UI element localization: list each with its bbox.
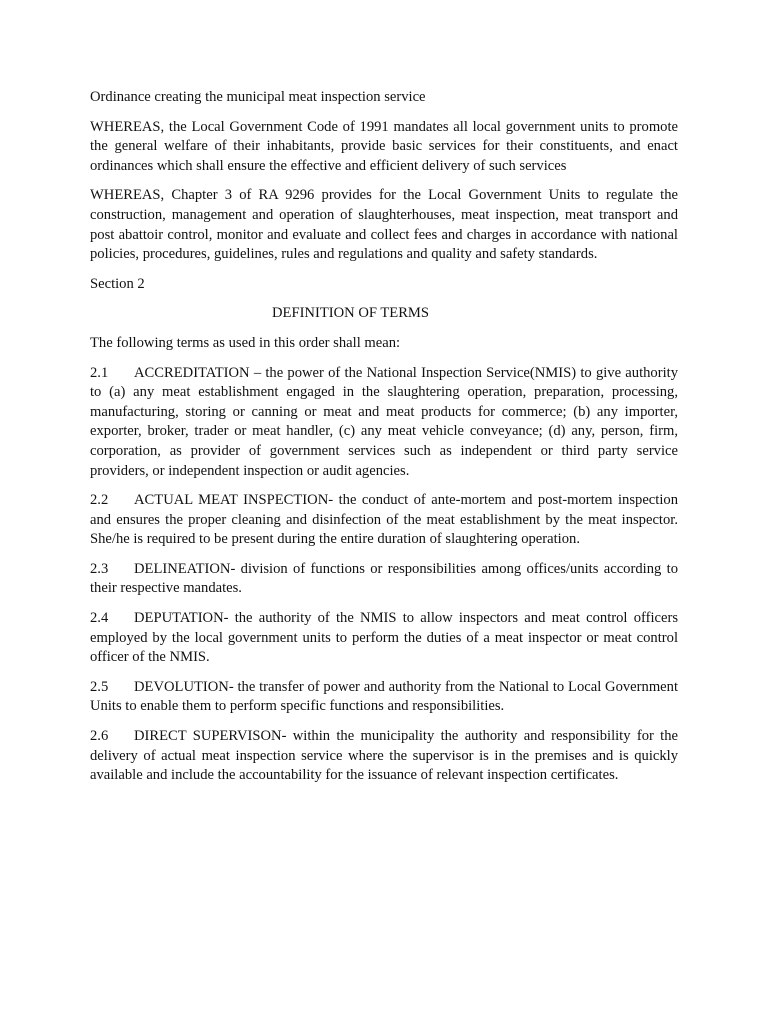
term-number: 2.4 [90,610,109,627]
term-text: DIRECT SUPERVISON- within the municipality the authority and responsibility for the delivery of actual meat inspection service where the supervisor is in the premises and is quickly available and include the accountability for the issuance of relevant inspection certificates. [90,728,678,784]
term-number: 2.6 [90,728,109,745]
term-number: 2.2 [90,492,109,509]
term-number: 2.5 [90,678,109,695]
term-text: DEVOLUTION- the transfer of power and authority from the National to Local Government Units to enable them to perform specific functions and responsibilities. [90,678,678,715]
document-page [90,88,678,796]
term-actual-meat-inspection [90,491,678,550]
term-text: DEPUTATION- the authority of the NMIS to allow inspectors and meat control officers employed by the local government units to perform the duties of a meat inspector or meat control officer of the NMIS. [90,610,678,666]
term-text: ACCREDITATION – the power of the National Inspection Service(NMIS) to give authority to (a) any meat establishment engaged in the slaughtering operation, preparation, processing, manufacturing, storing or canning or meat and meat products for commerce; (b) any importer, exporter, broker, trader or meat handler, (c) any meat vehicle conveyance; (d) any, person, firm, corporation, as provider of government services such as independent or third party service providers, or independent inspection or audit agencies. [90,364,678,479]
term-devolution [90,678,678,717]
document-title: Ordinance creating the municipal meat inspection service [90,89,426,105]
term-number: 2.1 [90,364,109,381]
whereas-clause-1: WHEREAS, the Local Government Code of 1991 mandates all local government units to promote the general welfare of their inhabitants, provide basic services for their constituents, and enact ordinances which shall ensure the effective and efficient delivery of such services [90,118,678,174]
section-label: Section 2 [90,275,145,292]
definitions-intro: The following terms as used in this order shall mean: [90,334,401,351]
term-accreditation [90,364,678,482]
definitions-heading: DEFINITION OF TERMS [272,305,430,322]
term-delineation [90,560,678,599]
term-number: 2.3 [90,560,109,577]
term-direct-supervision [90,727,678,786]
term-text: DELINEATION- division of functions or responsibilities among offices/units according to their respective mandates. [90,560,678,597]
term-deputation [90,609,678,668]
term-text: ACTUAL MEAT INSPECTION- the conduct of ante-mortem and post-mortem inspection and ensures the proper cleaning and disinfection of the meat establishment by the meat inspector. She/he is required to be present during the entire duration of slaughtering operation. [90,492,678,548]
whereas-clause-2: WHEREAS, Chapter 3 of RA 9296 provides for the Local Government Units to regulate the construction, management and operation of slaughterhouses, meat inspection, meat transport and post abattoir control, monitor and evaluate and collect fees and charges in accordance with national policies, procedures, guidelines, rules and regulations and quality and safety standards. [90,187,678,263]
